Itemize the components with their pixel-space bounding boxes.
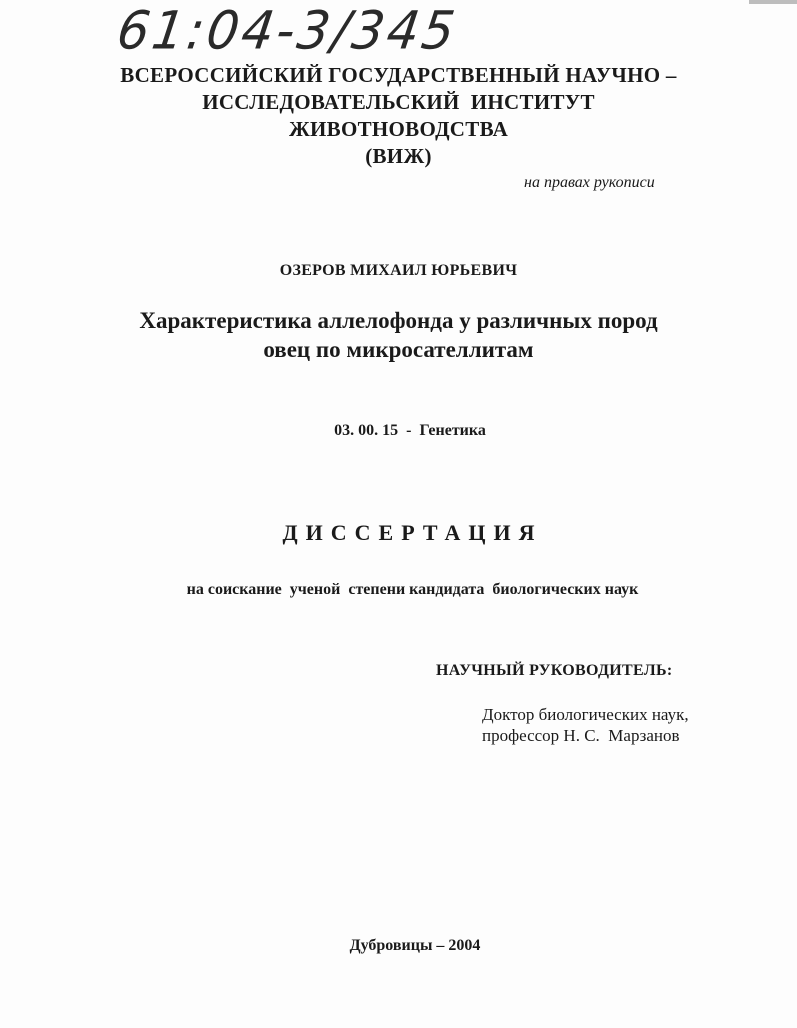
- institute-line-3: ЖИВОТНОВОДСТВА: [288, 117, 509, 141]
- supervisor-degree: Доктор биологических наук,: [482, 705, 689, 724]
- scan-corner-mark: [749, 0, 797, 4]
- author-name: ОЗЕРОВ МИХАИЛ ЮРЬЕВИЧ: [279, 262, 518, 279]
- title-line-2: овец по микросателлитам: [263, 337, 534, 362]
- dissertation-title: [0, 306, 797, 364]
- title-line-1: Характеристика аллелофонда у различных пород: [139, 308, 658, 333]
- supervisor-info: [482, 704, 689, 746]
- place-and-year: Дубровицы – 2004: [349, 937, 481, 954]
- document-type-heading: ДИССЕРТАЦИЯ: [282, 520, 543, 545]
- institute-header: [0, 62, 797, 170]
- supervisor-label: НАУЧНЫЙ РУКОВОДИТЕЛЬ:: [436, 662, 673, 679]
- manuscript-rights-note: на правах рукописи: [524, 174, 655, 191]
- institute-line-1: ВСЕРОССИЙСКИЙ ГОСУДАРСТВЕННЫЙ НАУЧНО –: [120, 63, 677, 87]
- supervisor-name: профессор Н. С. Марзанов: [482, 726, 680, 745]
- specialty-code: 03. 00. 15 - Генетика: [334, 422, 486, 439]
- handwritten-archive-number: 61:04-3/345: [113, 0, 462, 61]
- institute-line-2: ИССЛЕДОВАТЕЛЬСКИЙ ИНСТИТУТ: [202, 90, 595, 114]
- degree-statement: на соискание ученой степени кандидата биологических наук: [186, 581, 639, 598]
- institute-abbreviation: (ВИЖ): [365, 144, 432, 168]
